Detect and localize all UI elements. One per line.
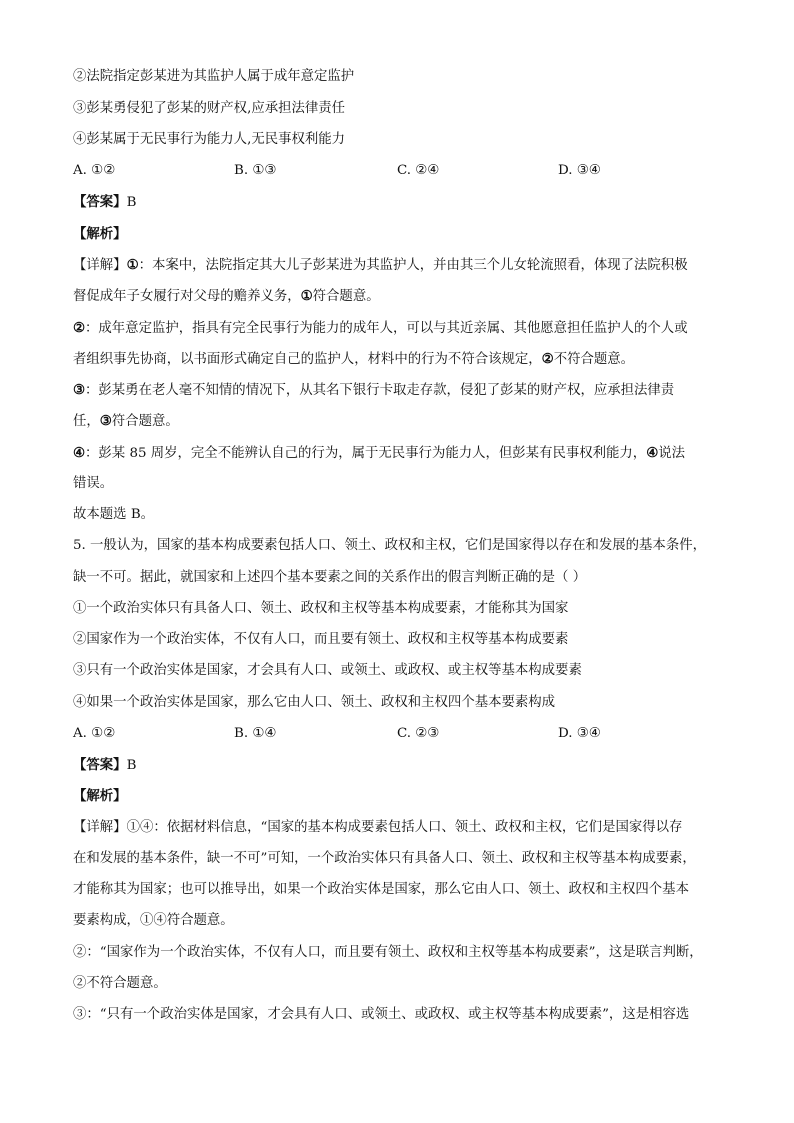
- q5-option-a: A. ①②: [73, 726, 116, 741]
- q5-detail-line-5: ②：“国家作为一个政治实体，不仅有人口，而且要有领土、政权和主权等基本构成要素”，这是联言判断，: [73, 945, 703, 960]
- q5-options: [73, 725, 723, 743]
- item-marker: ③: [73, 382, 86, 398]
- detail-tag: 【详解】: [73, 820, 127, 835]
- q5-option-c: C. ②③: [397, 726, 440, 741]
- answer-tag: 【答案】: [73, 757, 127, 773]
- q4-answer: [73, 193, 136, 212]
- q4-detail-line-1: 【详解】①：本案中，法院指定其大儿子彭某进为其监护人，并由其三个儿女轮流照看，体现了法院积极: [73, 257, 688, 273]
- q5-analysis-tag: 【解析】: [73, 788, 127, 804]
- item-marker: ②: [73, 320, 86, 336]
- q4-detail-line-5: ③：彭某勇在老人毫不知情的情况下，从其名下银行卡取走存款，侵犯了彭某的财产权，应承担法律责: [73, 382, 675, 398]
- q4-detail-line-4: 者组织事先协商，以书面形式确定自己的监护人，材料中的行为不符合该规定，②不符合题意。: [73, 351, 635, 367]
- q4-option-a: A. ①②: [73, 163, 116, 178]
- answer-value: B: [126, 195, 137, 210]
- q5-detail-line-4: 要素构成，①④符合题意。: [73, 913, 234, 928]
- q5-item-2: ②国家作为一个政治实体，不仅有人口，而且要有领土、政权和主权等基本构成要素: [73, 632, 569, 647]
- answer-tag: 【答案】: [73, 194, 127, 210]
- q4-item-4: ④彭某属于无民事行为能力人,无民事权利能力: [73, 132, 346, 147]
- q5-item-1: ①一个政治实体只有具备人口、领土、政权和主权等基本构成要素，才能称其为国家: [73, 601, 569, 616]
- q5-detail-line-3: 才能称其为国家；也可以推导出，如果一个政治实体是国家，那么它由人口、领土、政权和主权四个基本: [73, 882, 689, 897]
- q4-item-3: ③彭某勇侵犯了彭某的财产权,应承担法律责任: [73, 101, 346, 116]
- item-marker: ②: [541, 351, 554, 367]
- q5-answer: [73, 756, 136, 775]
- q5-detail-line-1: 【详解】①④：依据材料信息，“国家的基本构成要素包括人口、领土、政权和主权，它们是国家得以存: [73, 820, 683, 835]
- item-marker: ①: [300, 288, 313, 304]
- q4-analysis-tag: 【解析】: [73, 226, 127, 242]
- q5-detail-line-7: ③：“只有一个政治实体是国家，才会具有人口、或领土、或政权、或主权等基本构成要素”，这是相容选: [73, 1007, 690, 1022]
- q4-item-2: ②法院指定彭某进为其监护人属于成年意定监护: [73, 69, 355, 84]
- q5-stem-line-1: 5. 一般认为，国家的基本构成要素包括人口、领土、政权和主权，它们是国家得以存在和发展的基本条件，: [73, 538, 706, 553]
- q4-detail-line-2: 督促成年子女履行对父母的赡养义务，①符合题意。: [73, 288, 380, 304]
- q4-detail-line-7: ④：彭某 85 周岁，完全不能辨认自己的行为，属于无民事行为能力人，但彭某有民事权利能力，④说法: [73, 445, 685, 461]
- q4-detail-line-8: 错误。: [73, 476, 114, 491]
- item-marker: ④: [646, 445, 659, 461]
- q5-item-4: ④如果一个政治实体是国家，那么它由人口、领土、政权和主权四个基本要素构成: [73, 695, 556, 710]
- q4-detail-line-6: 任，③符合题意。: [73, 413, 179, 429]
- item-marker: ④: [73, 445, 86, 461]
- answer-value: B: [126, 758, 137, 773]
- q5-option-b: B. ①④: [234, 726, 277, 741]
- q5-detail-line-6: ②不符合题意。: [73, 976, 167, 991]
- item-marker: ①: [126, 257, 139, 273]
- q4-detail-line-3: ②：成年意定监护，指具有完全民事行为能力的成年人，可以与其近亲属、其他愿意担任监护人的个人或: [73, 320, 688, 336]
- q4-option-b: B. ①③: [234, 163, 277, 178]
- q5-item-3: ③只有一个政治实体是国家，才会具有人口、或领土、或政权、或主权等基本构成要素: [73, 663, 582, 678]
- q4-conclusion: 故本题选 B。: [73, 507, 155, 522]
- detail-tag: 【详解】: [73, 258, 127, 273]
- q4-option-c: C. ②④: [397, 163, 440, 178]
- q4-options: [73, 162, 723, 180]
- item-marker: ③: [99, 413, 112, 429]
- q5-detail-line-2: 在和发展的基本条件，缺一不可”可知，一个政治实体只有具备人口、领土、政权和主权等基本构成要素，: [73, 851, 696, 866]
- q5-stem-line-2: 缺一不可。据此，就国家和上述四个基本要素之间的关系作出的假言判断正确的是（ ）: [73, 570, 587, 585]
- q5-option-d: D. ③④: [558, 726, 601, 741]
- q4-option-d: D. ③④: [558, 163, 601, 178]
